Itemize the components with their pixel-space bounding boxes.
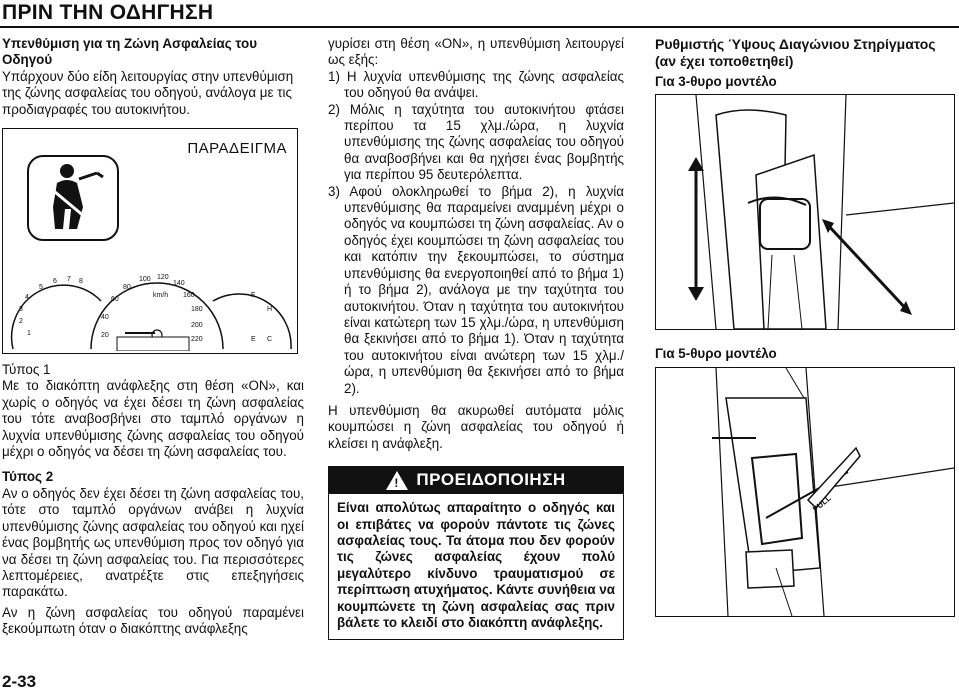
instrument-cluster-figure [2,128,298,354]
svg-text:F: F [251,292,256,300]
svg-text:180: 180 [191,306,203,314]
type2-continuation: Αν η ζώνη ασφαλείας του οδηγού παραμένει ξεκούμπωτη όταν ο διακόπτης ανάφλεξης [2,604,304,637]
svg-text:20: 20 [101,332,109,340]
step-item: 1) Η λυχνία υπενθύμισης της ζώνης ασφαλείας του οδηγού θα ανάψει. [328,68,624,101]
warning-text: Είναι απολύτως απαραίτητο ο οδηγός και οι επιβάτες να φορούν πάντοτε τις ζώνες ασφαλείας τους. Τα άτομα που δεν φορούν τις ζώνες ασφαλείας έχουν πολύ μεγαλύτερο κίνδυνο τραυματισμού σε περίπτωση ατυχήματος. Κάντε συνήθεια να κουμπώνετε τη ζώνη ασφαλείας σας πριν βάλετε το κλειδί στο διακόπτη ανάφλεξης. [337,500,615,630]
svg-text:100: 100 [139,276,151,284]
svg-text:120: 120 [157,274,169,282]
warning-triangle-icon: ! [386,471,408,490]
svg-text:80: 80 [123,284,131,292]
reminder-intro: Υπάρχουν δύο είδη λειτουργίας στην υπενθύμιση της ζώνης ασφαλείας του οδηγού, ανάλογα με τις προδιαγραφές του αυτοκινήτου. [2,68,294,117]
type1-title: Τύπος 1 [2,362,51,378]
svg-text:4: 4 [25,294,29,302]
column-2 [328,36,624,640]
type2-text: Αν ο οδηγός δεν έχει δέσει τη ζώνη ασφαλείας του, τότε στο ταμπλό οργάνων ανάβει η λυχνία υπενθύμισης ζώνης ασφαλείας του οδηγού και ηχεί ένας βομβητής ως υπενθύμιση προς τον οδηγό για να δέσει τη ζώνη ασφαλείας του. Για περισσότερες λεπτομέρειες, ανατρέξτε στις επεξηγήσεις παρακάτω. [2,485,304,600]
reminder-heading: Υπενθύμιση για τη Ζώνη Ασφαλείας του Οδηγού [2,36,257,68]
column-3 [655,36,955,617]
svg-text:160: 160 [183,292,195,300]
svg-text:6: 6 [53,278,57,286]
three-door-subtitle: Για 3-θυρο μοντέλο [655,74,777,89]
dashboard-gauges [5,241,297,351]
svg-text:200: 200 [191,322,203,330]
page-header [0,0,959,28]
figure-label: ΠΑΡΑΔΕΙΓΜΑ [187,140,287,158]
section-title: ΠΡΙΝ ΤΗΝ ΟΔΗΓΗΣΗ [2,1,214,24]
type2-title: Τύπος 2 [2,469,54,485]
five-door-adjuster-figure [655,367,955,617]
svg-text:km/h: km/h [153,292,169,300]
column-1 [2,36,304,638]
svg-text:7: 7 [67,276,71,284]
svg-text:40: 40 [101,314,109,322]
reminder-steps [328,69,624,397]
five-door-subtitle: Για 5-θυρο μοντέλο [655,346,777,362]
svg-text:5: 5 [39,284,43,292]
svg-text:140: 140 [173,280,185,288]
svg-text:H: H [267,306,273,314]
svg-text:60: 60 [111,296,119,304]
svg-text:3: 3 [19,306,23,314]
step-item: 2) Μόλις η ταχύτητα του αυτοκινήτου φτάσει περίπου τα 15 χλμ./ώρα, η λυχνία υπενθύμισης της ζώνης ασφαλείας του οδηγού θα αναβοσβήνει και θα ηχήσει ένας βομβητής για περίπου 95 δευτερόλεπτα. [328,101,624,183]
warning-box [328,466,624,640]
warning-header [329,467,623,494]
svg-text:8: 8 [79,278,83,286]
svg-text:220: 220 [191,336,203,344]
cancel-note: Η υπενθύμιση θα ακυρωθεί αυτόματα μόλις κουμπώσει η ζώνη ασφαλείας του οδηγού ή κλείσει η ανάφλεξη. [328,402,624,451]
step-item: 3) Αφού ολοκληρωθεί το βήμα 2), η λυχνία υπενθύμισης θα παραμείνει αναμμένη μέχρι ο οδηγός να κουμπώσει τη ζώνη ασφαλείας. Αν ο οδηγός έχει κουμπώσει τη ζώνη ασφαλείας του και κατόπιν την ξεκουμπώσει, το σύστημα υπενθύμισης θα ενεργοποιηθεί από το βήμα 1) ή το βήμα 2), ανάλογα με την ταχύτητα του αυτοκινήτου. Όταν η ταχύτητα του αυτοκινήτου είναι κατώτερη των 15 χλμ./ώρα, η υπενθύμιση θα ξεκινήσει από το βήμα 1). Όταν η ταχύτητα του αυτοκινήτου είναι ανώτερη των 15 χλμ./ώρα, η υπενθύμιση θα ξεκινήσει από το βήμα 2). [328,183,624,396]
three-door-adjuster-figure [655,94,955,330]
seatbelt-warning-icon [27,155,119,241]
svg-text:1: 1 [27,330,31,338]
continuation-text: γυρίσει στη θέση «ON», η υπενθύμιση λειτουργεί ως εξής: [328,36,624,68]
svg-text:2: 2 [19,318,23,326]
height-adjuster-title: Ρυθμιστής Ύψους Διαγώνιου Στηρίγματος (αν έχει τοποθετηθεί) [655,36,936,69]
page-number: 2-33 [2,672,37,691]
svg-text:C: C [267,336,273,344]
pull-label: PULL [811,493,833,514]
type1-text: Με το διακόπτη ανάφλεξης στη θέση «ON», και χωρίς ο οδηγός να έχει δέσει τη ζώνη ασφαλείας του τότε αναβοσβήνει στο ταμπλό οργάνων η λυχνία υπενθύμισης ζώνης ασφαλείας του οδηγού μέχρι ο οδηγός να δέσει τη ζώνη ασφαλείας του. [2,378,304,460]
svg-text:E: E [251,336,256,344]
warning-title: ΠΡΟΕΙΔΟΠΟΙΗΣΗ [416,470,566,490]
